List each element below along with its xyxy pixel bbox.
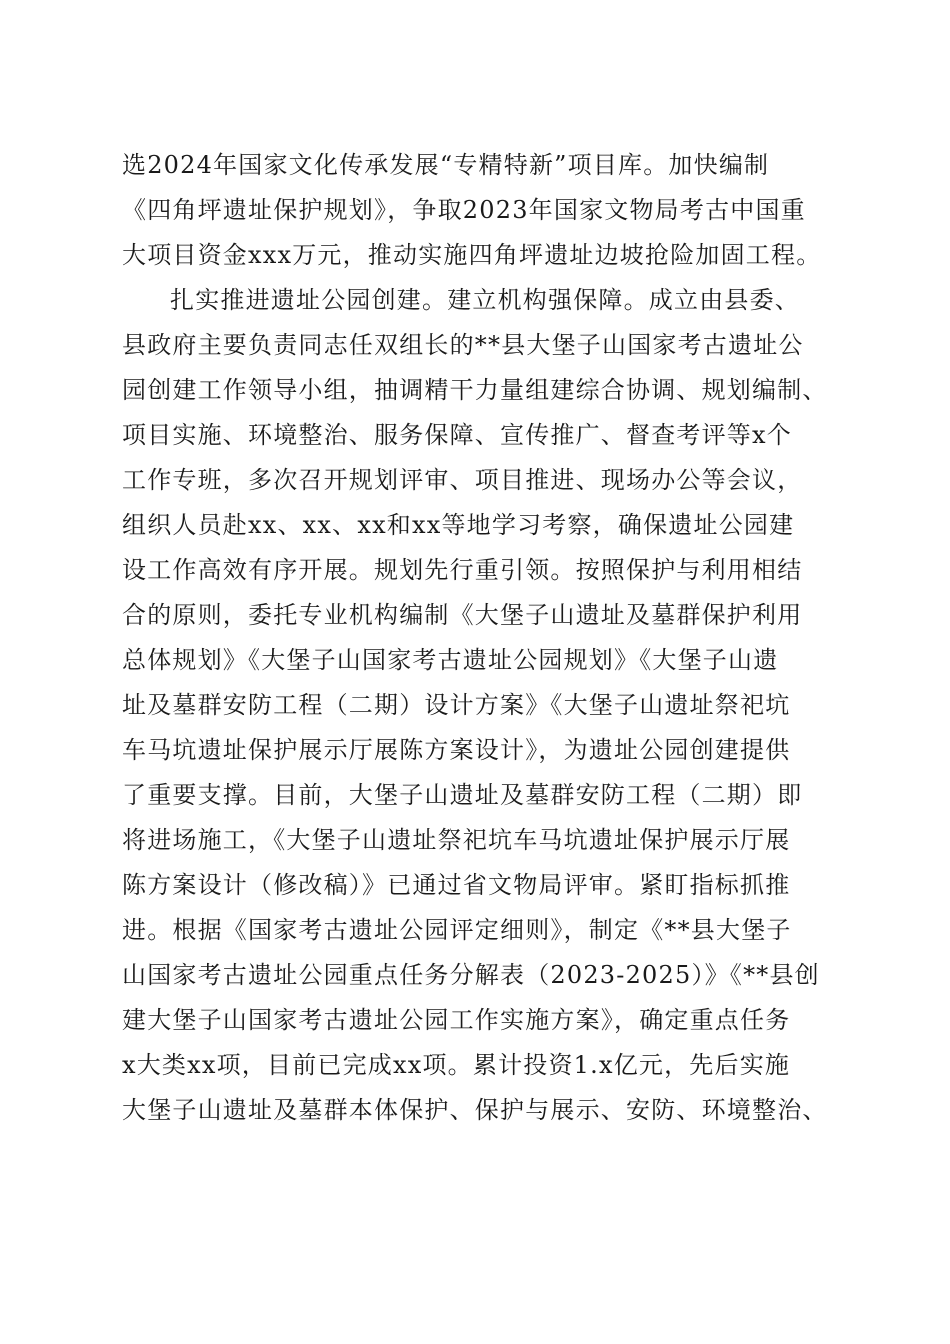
text-line: 组织人员赴xx、xx、xx和xx等地学习考察，确保遗址公园建: [122, 511, 795, 539]
text-line: 大项目资金xxx万元，推动实施四角坪遗址边坡抢险加固工程。: [122, 241, 822, 269]
text-line: 县政府主要负责同志任双组长的**县大堡子山国家考古遗址公: [122, 331, 804, 359]
text-line: 将进场施工，《大堡子山遗址祭祀坑车马坑遗址保护展示厅展: [122, 826, 791, 854]
text-line: 《四角坪遗址保护规划》，争取2023年国家文物局考古中国重: [122, 196, 806, 224]
text-line: 大堡子山遗址及墓群本体保护、保护与展示、安防、环境整治、: [122, 1096, 828, 1124]
text-line: 工作专班，多次召开规划评审、项目推进、现场办公等会议，: [122, 466, 803, 494]
text-line: 设工作高效有序开展。规划先行重引领。按照保护与利用相结: [122, 556, 803, 584]
text-line: 址及墓群安防工程（二期）设计方案》《大堡子山遗址祭祀坑: [122, 691, 791, 719]
paragraph-first-line: 扎实推进遗址公园创建。建立机构强保障。成立由县委、: [170, 286, 800, 314]
text-line: 选2024年国家文化传承发展“专精特新”项目库。加快编制: [122, 151, 770, 179]
text-line: 项目实施、环境整治、服务保障、宣传推广、督查考评等x个: [122, 421, 792, 449]
text-line: 总体规划》《大堡子山国家考古遗址公园规划》《大堡子山遗: [122, 646, 779, 674]
text-line: 车马坑遗址保护展示厅展陈方案设计》，为遗址公园创建提供: [122, 736, 791, 764]
text-line: 陈方案设计（修改稿）》已通过省文物局评审。紧盯指标抓推: [122, 871, 791, 899]
text-line: 园创建工作领导小组，抽调精干力量组建综合协调、规划编制、: [122, 376, 828, 404]
text-line: 了重要支撑。目前，大堡子山遗址及墓群安防工程（二期）即: [122, 781, 803, 809]
text-line: 建大堡子山国家考古遗址公园工作实施方案》，确定重点任务: [122, 1006, 791, 1034]
text-line: x大类xx项，目前已完成xx项。累计投资1.x亿元，先后实施: [122, 1051, 791, 1079]
text-line: 合的原则，委托专业机构编制《大堡子山遗址及墓群保护利用: [122, 601, 803, 629]
text-line: 山国家考古遗址公园重点任务分解表（2023-2025）》《**县创: [122, 961, 820, 989]
text-line: 进。根据《国家考古遗址公园评定细则》，制定《**县大堡子: [122, 916, 792, 944]
